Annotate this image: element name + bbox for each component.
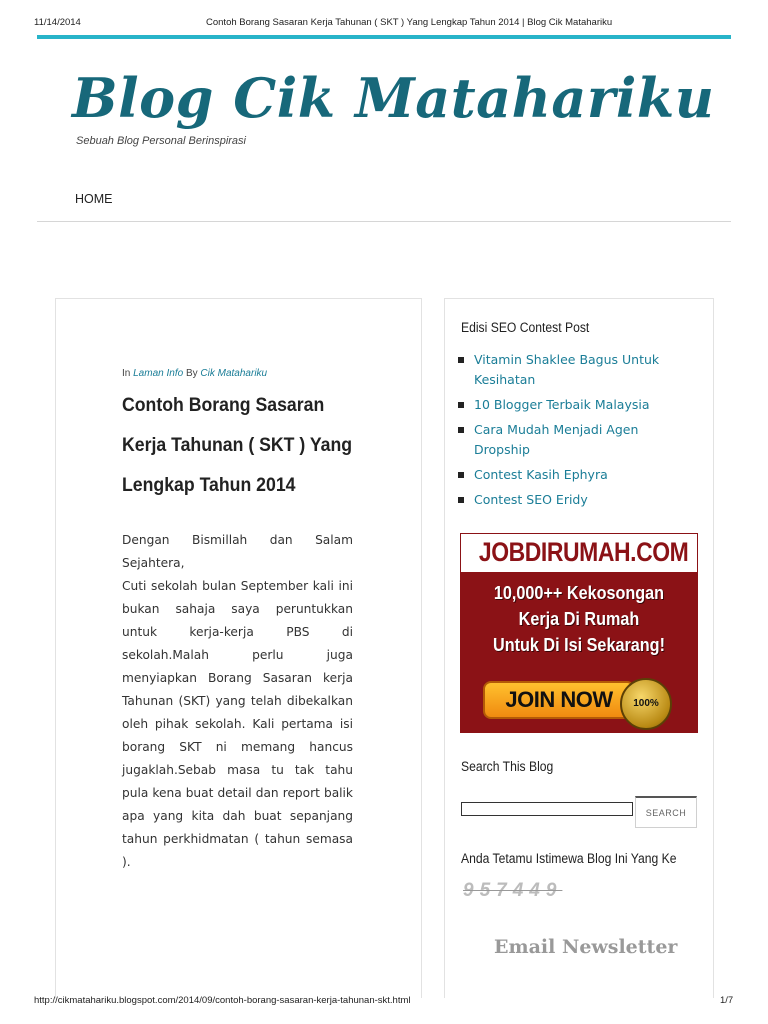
post-category-link[interactable]: Laman Info <box>133 368 184 379</box>
post-meta-in: In <box>122 368 131 379</box>
blog-subtitle: Sebuah Blog Personal Berinspirasi <box>76 135 246 147</box>
ad-line-1: 10,000++ Kekosongan <box>493 583 665 603</box>
header-accent-bar <box>37 35 731 39</box>
seo-link-shaklee[interactable]: Vitamin Shaklee Bagus Untuk Kesihatan <box>474 352 660 387</box>
search-widget-title: Search This Blog <box>461 759 554 774</box>
visitor-counter-title: Anda Tetamu Istimewa Blog Ini Yang Ke <box>461 851 677 866</box>
jobdirumah-ad-banner[interactable] <box>460 533 698 733</box>
post-meta <box>122 368 267 379</box>
print-page-number: 1/7 <box>720 995 734 1006</box>
seo-contest-title: Edisi SEO Contest Post <box>461 320 590 335</box>
ad-header-strip <box>460 533 698 573</box>
seo-contest-list <box>458 350 698 515</box>
list-item <box>458 350 698 390</box>
post-greeting: Dengan Bismillah dan Salam Sejahtera, <box>122 533 353 570</box>
nav-home-link[interactable]: HOME <box>75 192 113 206</box>
list-item <box>458 420 698 460</box>
guarantee-seal-icon: 100% <box>620 678 672 730</box>
ad-line-2: Kerja Di Rumah <box>518 609 640 629</box>
email-newsletter-title: Email Newsletter <box>494 936 678 958</box>
ad-join-now-button[interactable]: JOIN NOW <box>483 681 635 719</box>
list-item <box>458 395 698 415</box>
ad-site-name: JOBDIRUMAH.COM <box>478 537 689 567</box>
ad-line-3: Untuk Di Isi Sekarang! <box>493 635 665 655</box>
seo-link-blogger[interactable]: 10 Blogger Terbaik Malaysia <box>474 397 650 412</box>
seo-link-dropship[interactable]: Cara Mudah Menjadi Agen Dropship <box>474 422 639 457</box>
post-title[interactable]: Contoh Borang Sasaran Kerja Tahunan ( SKT ) Yang Lengkap Tahun 2014 <box>122 395 353 496</box>
search-button[interactable]: SEARCH <box>635 796 697 828</box>
print-date: 11/14/2014 <box>34 17 81 28</box>
post-paragraph: Cuti sekolah bulan September kali ini bukan sahaja saya peruntukkan untuk kerja-kerja PBS di sekolah.Malah perlu juga menyiapkan Borang Sasaran kerja Tahunan (SKT) yang telah dibekalkan oleh pihak sekolah. Kali pertama isi borang SKT ni memang hancus jugaklah.Sebab masa tu tak tahu pula kena buat detail dan report balik apa yang kita dah buat sepanjang tahun perkhidmatan ( tahun semasa ). <box>122 579 353 869</box>
nav-divider <box>37 221 731 222</box>
visitor-counter: 957449 <box>463 880 563 901</box>
post-meta-by: By <box>185 368 198 379</box>
search-input[interactable] <box>461 802 633 816</box>
list-item <box>458 490 698 510</box>
post-body <box>122 529 353 874</box>
print-page-title: Contoh Borang Sasaran Kerja Tahunan ( SKT ) Yang Lengkap Tahun 2014 | Blog Cik Matahariku <box>206 17 613 28</box>
blog-title[interactable]: Blog Cik Matahariku <box>72 66 715 130</box>
post-author-link[interactable]: Cik Matahariku <box>200 368 268 379</box>
print-url: http://cikmatahariku.blogspot.com/2014/09/contoh-borang-sasaran-kerja-tahunan-skt.html <box>34 995 411 1006</box>
seo-link-eridy[interactable]: Contest SEO Eridy <box>474 492 588 507</box>
seo-link-ephyra[interactable]: Contest Kasih Ephyra <box>474 467 608 482</box>
list-item <box>458 465 698 485</box>
